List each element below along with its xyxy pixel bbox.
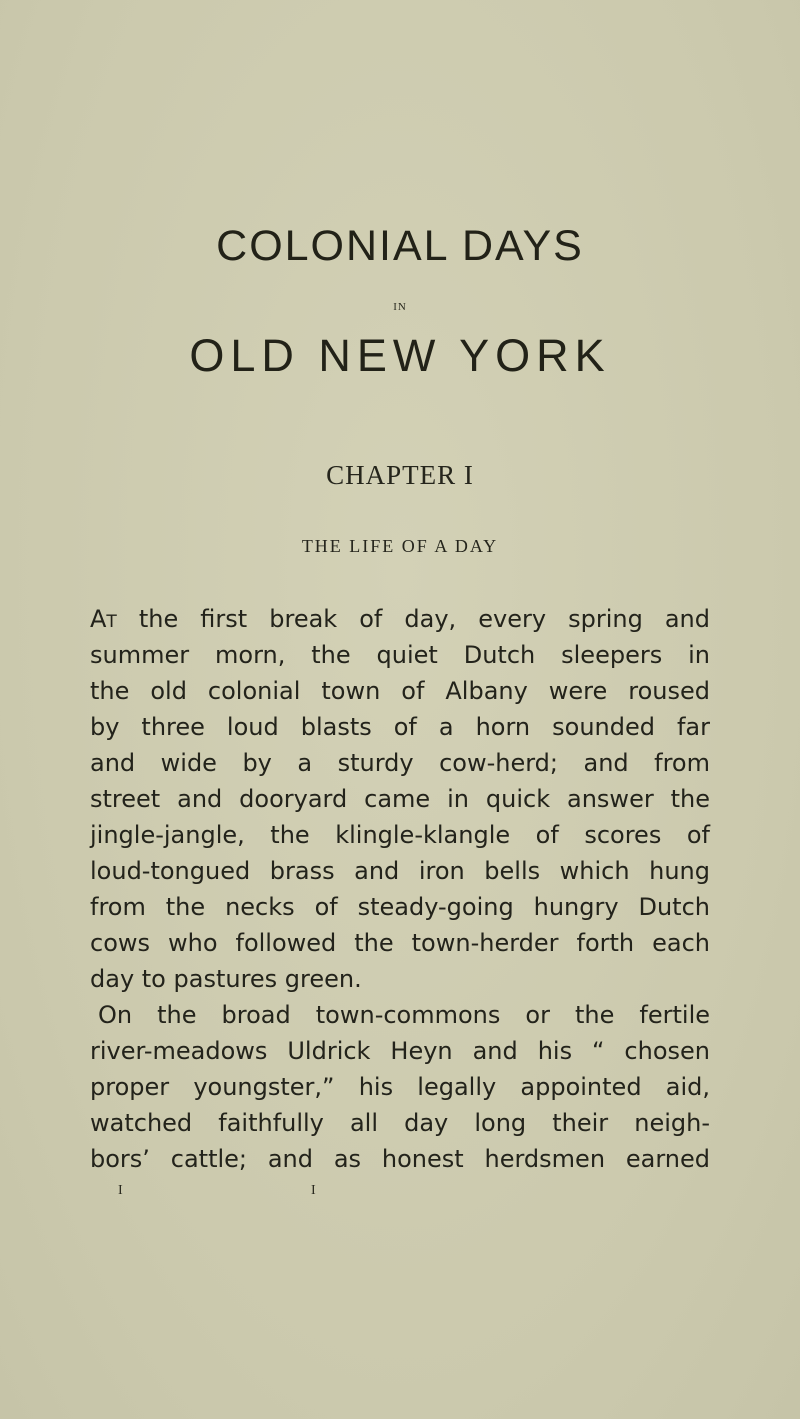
text-line: day to pastures green. [90, 965, 362, 993]
book-title-place: OLD NEW YORK [189, 330, 611, 381]
text-line: river-meadows Uldrick Heyn and his “ chosen [90, 1037, 710, 1065]
signature-mark-right: I [311, 1183, 316, 1198]
text-line: by three loud blasts of a horn sounded far [90, 713, 710, 741]
text-line: On the broad town-commons or the fertile [98, 1001, 710, 1029]
text-line: cows who followed the town-herder forth each [90, 929, 710, 957]
text-line: bors’ cattle; and as honest herdsmen earned [90, 1145, 710, 1173]
chapter-title: THE LIFE OF A DAY [301, 536, 499, 556]
chapter-heading: CHAPTER I [326, 460, 474, 490]
text-line: and wide by a sturdy cow-herd; and from [90, 749, 710, 777]
text-line: from the necks of steady-going hungry Dutch [90, 893, 710, 921]
body-text [90, 601, 710, 1177]
text-line: watched faithfully all day long their neigh- [90, 1109, 710, 1137]
text-line: loud-tongued brass and iron bells which hung [90, 857, 710, 885]
text-line: the old colonial town of Albany were roused [90, 677, 710, 705]
text-line: summer morn, the quiet Dutch sleepers in [90, 641, 710, 669]
signature-mark-left: I [118, 1183, 123, 1198]
book-title-connector: IN [393, 301, 407, 313]
dropcap-word: At [90, 605, 117, 633]
text-line: At the first break of day, every spring and [90, 605, 710, 633]
text-line: proper youngster,” his legally appointed aid, [90, 1073, 710, 1101]
text-line: street and dooryard came in quick answer the [90, 785, 710, 813]
book-title: COLONIAL DAYS [216, 222, 584, 270]
text-line: jingle-jangle, the klingle-klangle of scores of [90, 821, 710, 849]
